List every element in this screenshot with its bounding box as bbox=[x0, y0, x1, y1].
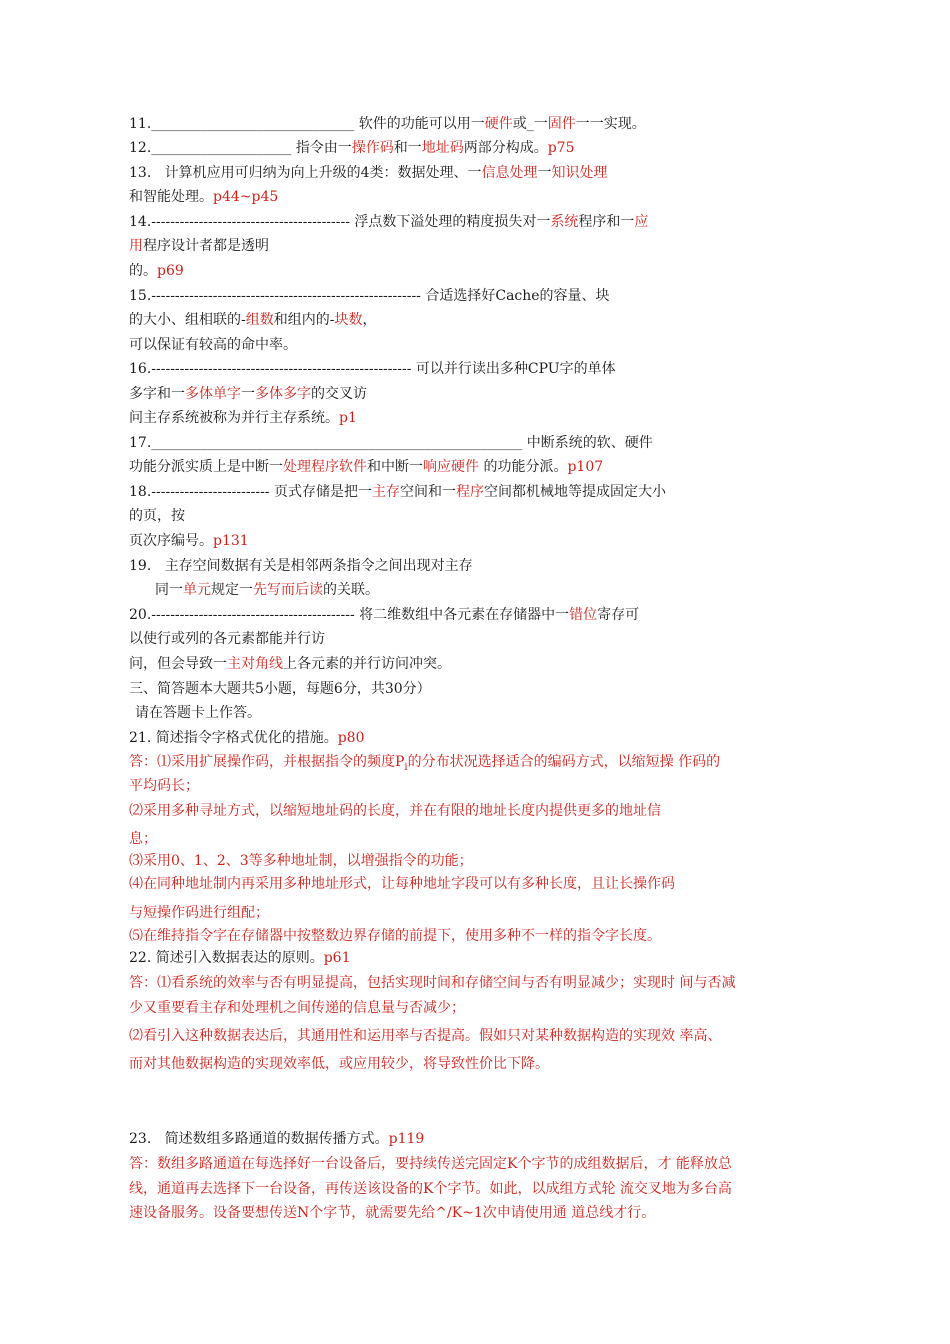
question-20-cont2: 问，但会导致一主对角线上各元素的并行访问冲突。 bbox=[129, 656, 451, 672]
question-14-cont: 用程序设计者都是透明 bbox=[129, 238, 269, 254]
question-14: 14.------------------------------------------ 浮点数下溢处理的精度损失对一系统程序和一应 bbox=[129, 214, 649, 230]
question-17-cont: 功能分派实质上是中断一处理程序软件和中断一响应硬件 的功能分派。p107 bbox=[129, 459, 604, 475]
question-16-cont2: 问主存系统被称为并行主存系统。p1 bbox=[129, 410, 357, 426]
page-ref: p119 bbox=[388, 1131, 425, 1147]
answer-text: 地址码 bbox=[421, 140, 464, 156]
question-17: 17._____________________________________________________ 中断系统的软、硬件 bbox=[129, 435, 653, 451]
page-ref: p75 bbox=[547, 140, 575, 156]
page-ref: p69 bbox=[157, 263, 184, 279]
answer-blank: ------------------------------------------ bbox=[151, 214, 350, 230]
answer-text: 系统 bbox=[550, 214, 579, 230]
answer-blank: _____________________________ bbox=[151, 116, 355, 132]
answer-21-line: 息； bbox=[129, 831, 157, 847]
answer-23-line: 速设备服务。设备要想传送N个字节，就需要先给^/K~1次申请使用通 道总线才行。 bbox=[129, 1205, 656, 1221]
answer-text: 多体单字 bbox=[185, 386, 241, 402]
answer-text: 块数 bbox=[334, 312, 363, 328]
answer-22-line: ⑵看引入这种数据表达后，其通用性和运用率与否提高。假如只对某种数据构造的实现效 率高、 bbox=[129, 1028, 722, 1044]
answer-text: 主对角线 bbox=[227, 656, 283, 672]
answer-23-line: 答：数组多路通道在每选择好一台设备后，要持续传送完固定K个字节的成组数据后，才 能释放总 bbox=[129, 1156, 732, 1172]
answer-21-line: ⑵采用多种寻址方式，以缩短地址码的长度，并在有限的地址长度内提供更多的地址信 bbox=[129, 803, 661, 819]
question-15-cont: 的大小、组相联的-组数和组内的-块数， bbox=[129, 312, 377, 328]
question-12: 12.____________________ 指令由一操作码和一地址码两部分构成。p75 bbox=[129, 140, 575, 156]
question-15: 15.--------------------------------------------------------- 合适选择好Cache的容量、块 bbox=[129, 288, 610, 304]
answer-blank: --------------------------------------------------------- bbox=[151, 288, 421, 304]
answer-text: 用 bbox=[129, 238, 143, 254]
answer-text: 固件 bbox=[547, 116, 576, 132]
question-13: 13. 计算机应用可归纳为向上升级的4类：数据处理、一信息处理一知识处理 bbox=[129, 165, 608, 181]
answer-text: 处理程序软件 bbox=[283, 459, 367, 475]
question-16: 16.------------------------------------------------------- 可以并行读出多种CPU字的单体 bbox=[129, 361, 616, 377]
question-22: 22. 简述引入数据表达的原则。p61 bbox=[129, 950, 351, 966]
section-note: 请在答题卡上作答。 bbox=[135, 705, 261, 721]
answer-text: 错位 bbox=[569, 607, 598, 623]
answer-text: 响应硬件 bbox=[423, 459, 479, 475]
section-heading: 三、简答题本大题共5小题，每题6分，共30分） bbox=[129, 681, 431, 697]
page-ref: p1 bbox=[339, 410, 357, 426]
question-20: 20.------------------------------------------- 将二维数组中各元素在存储器中一错位寄存可 bbox=[129, 607, 640, 623]
answer-blank: ------------------------------------------- bbox=[151, 607, 355, 623]
answer-text: 先写而后读 bbox=[253, 582, 323, 598]
question-18: 18.------------------------- 页式存储是把一主存空间和一程序空间都机械地等提成固定大小 bbox=[129, 484, 666, 500]
question-18-cont2: 页次序编号。p131 bbox=[129, 533, 249, 549]
answer-text: 组数 bbox=[245, 312, 274, 328]
answer-21-line: 平均码长； bbox=[129, 778, 199, 794]
question-13-cont: 和智能处理。p44~p45 bbox=[129, 189, 279, 205]
question-19-cont: 同一单元规定一先写而后读的关联。 bbox=[155, 582, 379, 598]
question-20-cont: 以使行或列的各元素都能并行访 bbox=[129, 631, 325, 647]
answer-23-line: 线，通道再去选择下一台设备，再传送该设备的K个字节。如此，以成组方式轮 流交叉地为多台高 bbox=[129, 1181, 732, 1197]
answer-22-line: 少又重要看主存和处理机之间传递的信息量与否减少； bbox=[129, 1000, 465, 1016]
page-ref: p80 bbox=[337, 730, 365, 746]
question-11: 11._____________________________ 软件的功能可以用一硬件或_一固件一一实现。 bbox=[129, 116, 646, 132]
question-14-cont2: 的。p69 bbox=[129, 263, 184, 279]
answer-22-line: 而对其他数据构造的实现效率低，或应用较少，将导致性价比下降。 bbox=[129, 1056, 549, 1072]
page-ref: p44~p45 bbox=[213, 189, 279, 205]
answer-text: 程序 bbox=[455, 484, 484, 500]
answer-21-line: 与短操作码进行组配； bbox=[129, 905, 269, 921]
question-15-cont2: 可以保证有较高的命中率。 bbox=[129, 337, 297, 353]
page-ref: p61 bbox=[323, 950, 351, 966]
question-16-cont: 多字和一多体单字一多体多字的交叉访 bbox=[129, 386, 367, 402]
answer-blank: ____________________ bbox=[151, 140, 292, 156]
question-21: 21. 简述指令字格式优化的措施。p80 bbox=[129, 730, 365, 746]
answer-22-line: 答：⑴看系统的效率与否有明显提高，包括实现时间和存储空间与否有明显减少；实现时 间与否减 bbox=[129, 975, 736, 991]
answer-text: 硬件 bbox=[484, 116, 513, 132]
answer-blank: ------------------------------------------------------- bbox=[151, 361, 412, 377]
answer-blank: _____________________________________________________ bbox=[151, 435, 523, 451]
question-18-cont: 的页，按 bbox=[129, 508, 185, 524]
page-ref: p131 bbox=[213, 533, 249, 549]
answer-text: 主存 bbox=[371, 484, 400, 500]
answer-21-line: 答：⑴采用扩展操作码，并根据指令的频度$P_i$的分布状况选择适合的编码方式，以缩短操 作码的 bbox=[129, 754, 721, 773]
page-ref: p107 bbox=[567, 459, 604, 475]
question-19: 19. 主存空间数据有关是相邻两条指令之间出现对主存 bbox=[129, 558, 473, 574]
answer-text: 操作码 bbox=[351, 140, 394, 156]
answer-blank: ------------------------- bbox=[151, 484, 270, 500]
answer-text: 信息处理 bbox=[481, 165, 538, 181]
answer-text: 多体多字 bbox=[255, 386, 311, 402]
answer-text: 知识处理 bbox=[551, 165, 608, 181]
answer-21-line: ⑶采用0、1、2、3等多种地址制，以增强指令的功能； bbox=[129, 853, 473, 869]
answer-21-line: ⑸在维持指令字在存储器中按整数边界存储的前提下，使用多种不一样的指令字长度。 bbox=[129, 928, 661, 944]
answer-21-line: ⑷在同种地址制内再采用多种地址形式，让每种地址字段可以有多种长度，且让长操作码 bbox=[129, 876, 675, 892]
answer-text: 单元 bbox=[183, 582, 211, 598]
answer-text: 应 bbox=[634, 214, 649, 230]
question-23: 23. 简述数组多路通道的数据传播方式。p119 bbox=[129, 1131, 425, 1147]
